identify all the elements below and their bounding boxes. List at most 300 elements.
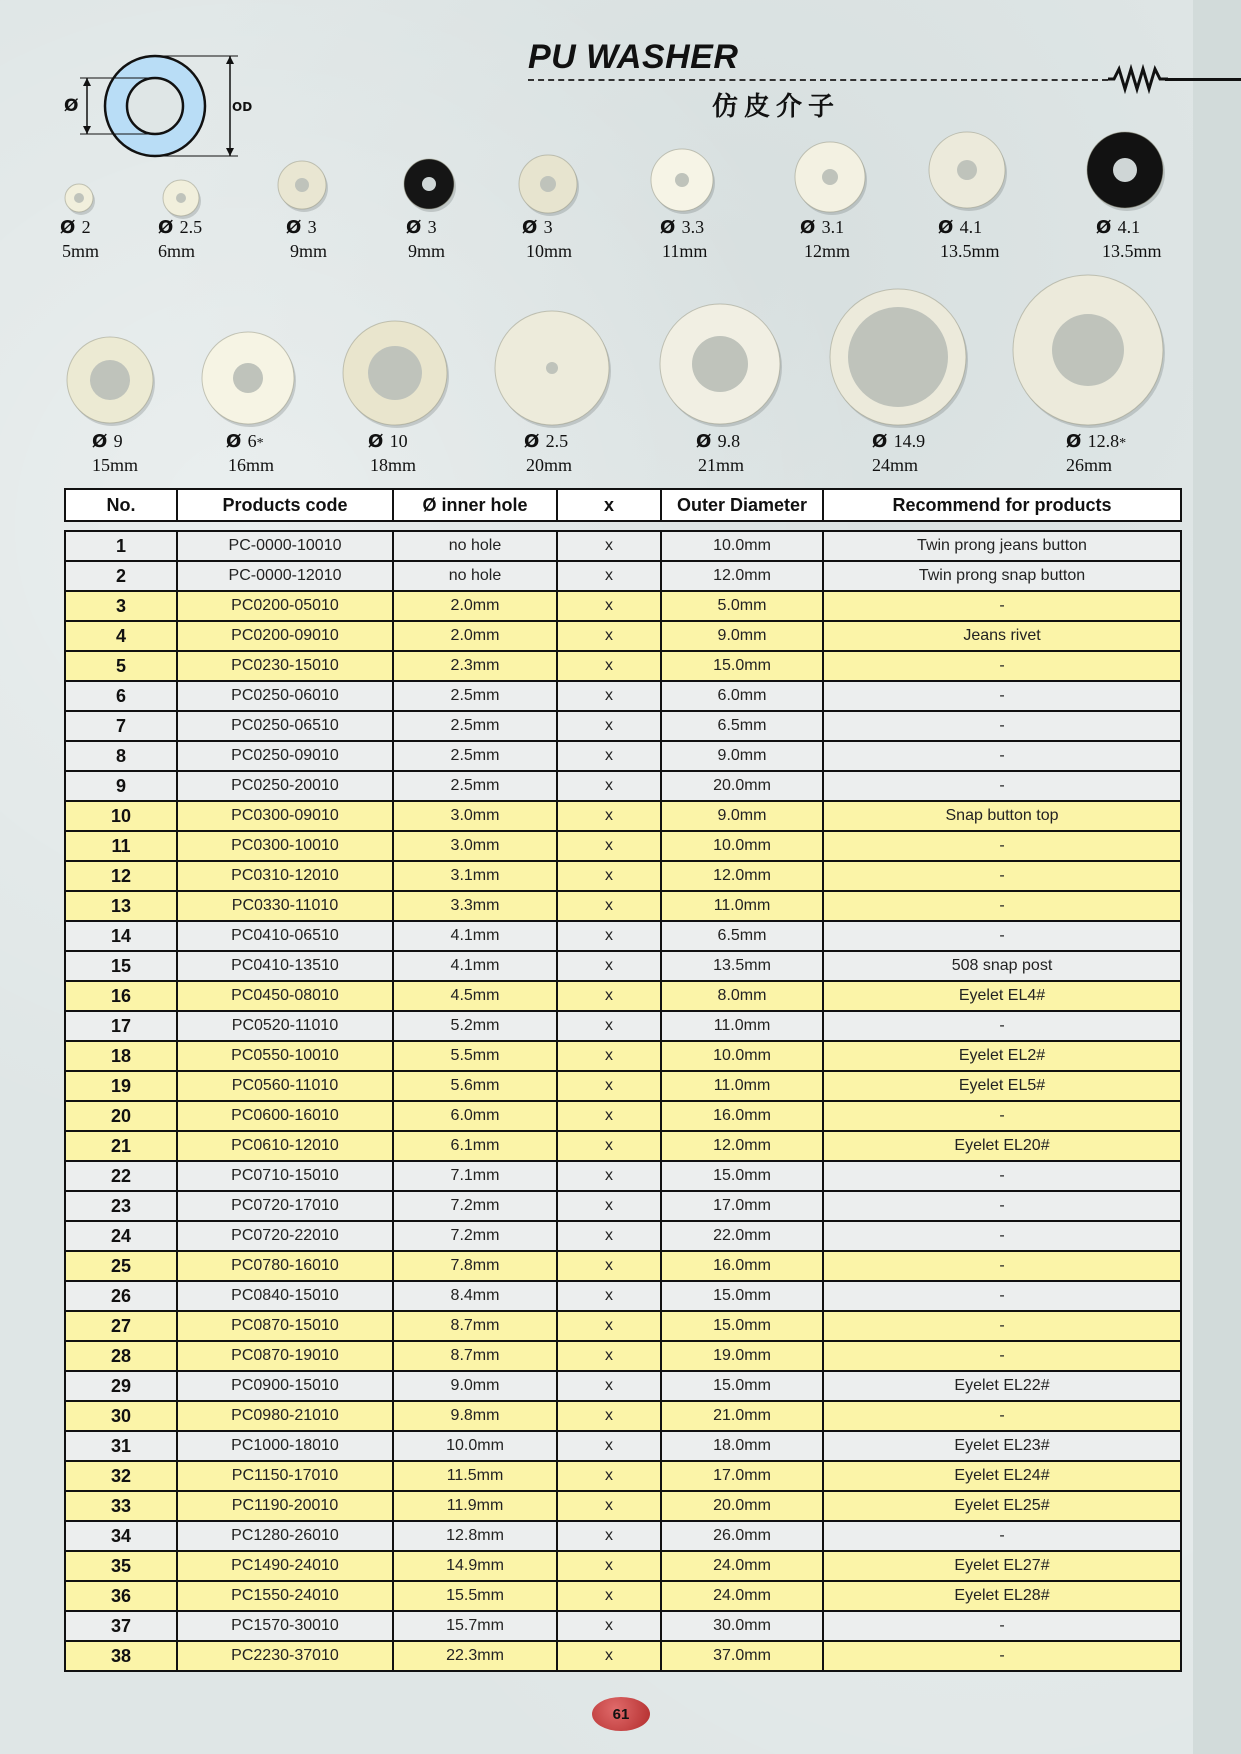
cell-outer-diameter: 9.0mm — [662, 802, 824, 830]
table-row — [66, 1252, 1180, 1282]
washer-sample — [1007, 269, 1169, 431]
washer-od-label: 21mm — [698, 455, 745, 475]
washer-sample — [1081, 126, 1169, 214]
cell-outer-diameter: 20.0mm — [662, 1492, 824, 1520]
cell-products-code: PC0600-16010 — [178, 1102, 394, 1130]
cell-no: 9 — [66, 772, 178, 800]
cell-products-code: PC0550-10010 — [178, 1042, 394, 1070]
cell-recommend: - — [999, 1197, 1005, 1214]
cell-no: 6 — [66, 682, 178, 710]
cell-no: 13 — [66, 892, 178, 920]
cell-no: 24 — [66, 1222, 178, 1250]
cell-outer-diameter: 15.0mm — [662, 1282, 824, 1310]
cell-products-code: PC-0000-12010 — [178, 562, 394, 590]
table-row — [66, 1102, 1180, 1132]
cell-x: x — [558, 712, 662, 740]
diagram-outer-label: OD — [232, 100, 253, 114]
cell-inner-hole: 3.3mm — [394, 892, 558, 920]
diameter-icon: Ø — [696, 431, 718, 452]
cell-recommend: Eyelet EL23# — [954, 1437, 1050, 1454]
cell-inner-hole: 14.9mm — [394, 1552, 558, 1580]
cell-outer-diameter: 11.0mm — [662, 1072, 824, 1100]
cell-recommend: - — [999, 1017, 1005, 1034]
cell-x: x — [558, 982, 662, 1010]
cell-no: 31 — [66, 1432, 178, 1460]
washer-sample — [513, 149, 583, 219]
cell-recommend: Jeans rivet — [963, 627, 1041, 644]
cell-no: 19 — [66, 1072, 178, 1100]
washer-dimension-diagram — [60, 46, 253, 166]
washer-od-label: 11mm — [662, 241, 708, 261]
cell-no: 20 — [66, 1102, 178, 1130]
cell-x: x — [558, 862, 662, 890]
diagram-inner-label: Ø — [64, 96, 79, 116]
cell-x: x — [558, 1312, 662, 1340]
washer-sample — [398, 153, 460, 215]
cell-x: x — [558, 832, 662, 860]
cell-recommend: - — [999, 1167, 1005, 1184]
cell-recommend: Eyelet EL4# — [958, 987, 1046, 1004]
cell-products-code: PC0980-21010 — [178, 1402, 394, 1430]
cell-inner-hole: 2.5mm — [394, 772, 558, 800]
cell-x: x — [558, 1462, 662, 1490]
washer-od-label: 24mm — [872, 455, 919, 475]
cell-recommend: - — [999, 1317, 1005, 1334]
table-row — [66, 652, 1180, 682]
cell-recommend: - — [999, 1647, 1005, 1664]
cell-inner-hole: 11.5mm — [394, 1462, 558, 1490]
cell-inner-hole: 7.8mm — [394, 1252, 558, 1280]
cell-inner-hole: 8.7mm — [394, 1312, 558, 1340]
cell-outer-diameter: 6.0mm — [662, 682, 824, 710]
cell-x: x — [558, 532, 662, 560]
washer-od-label: 20mm — [526, 455, 573, 475]
cell-x: x — [558, 1372, 662, 1400]
washer-od-label: 6mm — [158, 241, 196, 261]
cell-inner-hole: no hole — [394, 532, 558, 560]
washer-hole-value: 2.5 — [545, 431, 569, 451]
cell-inner-hole: 7.2mm — [394, 1192, 558, 1220]
cell-outer-diameter: 12.0mm — [662, 1132, 824, 1160]
cell-x: x — [558, 652, 662, 680]
cell-inner-hole: 8.7mm — [394, 1342, 558, 1370]
cell-outer-diameter: 17.0mm — [662, 1462, 824, 1490]
page-title: PU WASHER — [528, 38, 739, 76]
cell-recommend: - — [999, 1287, 1005, 1304]
washer-hole-value: 3 — [307, 217, 317, 237]
cell-x: x — [558, 772, 662, 800]
cell-products-code: PC2230-37010 — [178, 1642, 394, 1670]
cell-outer-diameter: 15.0mm — [662, 1312, 824, 1340]
washer-hole-label — [522, 216, 553, 239]
title-rule — [528, 79, 1108, 81]
cell-outer-diameter: 10.0mm — [662, 532, 824, 560]
cell-inner-hole: 5.5mm — [394, 1042, 558, 1070]
cell-no: 32 — [66, 1462, 178, 1490]
table-row — [66, 1042, 1180, 1072]
cell-inner-hole: 2.0mm — [394, 622, 558, 650]
table-row — [66, 802, 1180, 832]
washer-hole-label — [938, 216, 982, 239]
cell-inner-hole: 5.2mm — [394, 1012, 558, 1040]
cell-outer-diameter: 6.5mm — [662, 922, 824, 950]
header-outer-diameter: Outer Diameter — [662, 490, 824, 520]
diameter-icon: Ø — [286, 217, 308, 238]
cell-no: 35 — [66, 1552, 178, 1580]
cell-recommend: - — [999, 837, 1005, 854]
cell-no: 3 — [66, 592, 178, 620]
cell-inner-hole: 6.1mm — [394, 1132, 558, 1160]
cell-x: x — [558, 952, 662, 980]
cell-no: 29 — [66, 1372, 178, 1400]
cell-products-code: PC0200-05010 — [178, 592, 394, 620]
washer-hole-label — [800, 216, 844, 239]
table-row — [66, 1222, 1180, 1252]
cell-outer-diameter: 19.0mm — [662, 1342, 824, 1370]
cell-no: 33 — [66, 1492, 178, 1520]
cell-products-code: PC0250-09010 — [178, 742, 394, 770]
cell-products-code: PC0310-12010 — [178, 862, 394, 890]
cell-inner-hole: 15.5mm — [394, 1582, 558, 1610]
cell-x: x — [558, 682, 662, 710]
cell-no: 28 — [66, 1342, 178, 1370]
cell-recommend: - — [999, 777, 1005, 794]
cell-no: 1 — [66, 532, 178, 560]
cell-x: x — [558, 622, 662, 650]
table-row — [66, 592, 1180, 622]
cell-outer-diameter: 10.0mm — [662, 1042, 824, 1070]
cell-recommend: Eyelet EL2# — [958, 1047, 1046, 1064]
cell-recommend: - — [999, 597, 1005, 614]
table-row — [66, 532, 1180, 562]
diameter-icon: Ø — [60, 217, 82, 238]
diameter-icon: Ø — [92, 431, 114, 452]
washer-hole-value: 14.9 — [893, 431, 926, 451]
cell-no: 21 — [66, 1132, 178, 1160]
washer-hole-value: 2.5 — [179, 217, 203, 237]
cell-inner-hole: 6.0mm — [394, 1102, 558, 1130]
cell-no: 7 — [66, 712, 178, 740]
washer-od-label: 13.5mm — [1102, 241, 1162, 261]
diameter-icon: Ø — [524, 431, 546, 452]
washer-sample — [923, 126, 1011, 214]
cell-x: x — [558, 1432, 662, 1460]
washer-hole-value: 3.1 — [821, 217, 845, 237]
cell-inner-hole: 4.5mm — [394, 982, 558, 1010]
cell-no: 22 — [66, 1162, 178, 1190]
table-row — [66, 982, 1180, 1012]
cell-outer-diameter: 22.0mm — [662, 1222, 824, 1250]
cell-recommend: - — [999, 927, 1005, 944]
cell-products-code: PC0560-11010 — [178, 1072, 394, 1100]
washer-od-label: 26mm — [1066, 455, 1113, 475]
zigzag-decoration — [1108, 64, 1168, 94]
cell-inner-hole: 9.0mm — [394, 1372, 558, 1400]
cell-outer-diameter: 10.0mm — [662, 832, 824, 860]
cell-outer-diameter: 16.0mm — [662, 1252, 824, 1280]
cell-x: x — [558, 1642, 662, 1670]
table-row — [66, 1642, 1180, 1670]
table-row — [66, 622, 1180, 652]
table-row — [66, 832, 1180, 862]
cell-inner-hole: 2.3mm — [394, 652, 558, 680]
table-row — [66, 1012, 1180, 1042]
cell-inner-hole: 2.5mm — [394, 682, 558, 710]
cell-no: 25 — [66, 1252, 178, 1280]
cell-x: x — [558, 1222, 662, 1250]
cell-inner-hole: 8.4mm — [394, 1282, 558, 1310]
cell-products-code: PC1190-20010 — [178, 1492, 394, 1520]
cell-products-code: PC0720-22010 — [178, 1222, 394, 1250]
cell-x: x — [558, 592, 662, 620]
washer-hole-label — [696, 430, 740, 453]
washer-hole-value: 3 — [543, 217, 553, 237]
cell-inner-hole: 3.0mm — [394, 802, 558, 830]
cell-no: 30 — [66, 1402, 178, 1430]
cell-inner-hole: 3.0mm — [394, 832, 558, 860]
cell-inner-hole: 12.8mm — [394, 1522, 558, 1550]
washer-mark: * — [1119, 436, 1127, 451]
cell-no: 10 — [66, 802, 178, 830]
cell-outer-diameter: 15.0mm — [662, 1372, 824, 1400]
header-x: x — [558, 490, 662, 520]
washer-hole-value: 4.1 — [1117, 217, 1141, 237]
cell-products-code: PC0710-15010 — [178, 1162, 394, 1190]
washer-hole-label — [226, 430, 264, 455]
cell-inner-hole: 9.8mm — [394, 1402, 558, 1430]
cell-x: x — [558, 1102, 662, 1130]
cell-no: 36 — [66, 1582, 178, 1610]
header-recommend: Recommend for products — [892, 494, 1112, 515]
diameter-icon: Ø — [800, 217, 822, 238]
table-row — [66, 1492, 1180, 1522]
cell-outer-diameter: 11.0mm — [662, 1012, 824, 1040]
cell-inner-hole: 2.5mm — [394, 712, 558, 740]
table-row — [66, 1432, 1180, 1462]
washer-od-label: 13.5mm — [940, 241, 1000, 261]
cell-x: x — [558, 1402, 662, 1430]
washer-od-label: 5mm — [62, 241, 100, 261]
table-row — [66, 862, 1180, 892]
cell-inner-hole: 15.7mm — [394, 1612, 558, 1640]
cell-inner-hole: 2.5mm — [394, 742, 558, 770]
cell-no: 14 — [66, 922, 178, 950]
cell-products-code: PC1570-30010 — [178, 1612, 394, 1640]
table-row — [66, 742, 1180, 772]
cell-recommend: - — [999, 897, 1005, 914]
right-margin-strip — [1193, 0, 1241, 1754]
washer-hole-value: 2 — [81, 217, 91, 237]
cell-x: x — [558, 1552, 662, 1580]
cell-products-code: PC0200-09010 — [178, 622, 394, 650]
cell-x: x — [558, 562, 662, 590]
diameter-icon: Ø — [938, 217, 960, 238]
washer-sample — [645, 143, 719, 217]
table-row — [66, 1162, 1180, 1192]
cell-outer-diameter: 30.0mm — [662, 1612, 824, 1640]
cell-outer-diameter: 12.0mm — [662, 562, 824, 590]
cell-products-code: PC0410-06510 — [178, 922, 394, 950]
washer-hole-label — [660, 216, 704, 239]
cell-recommend: Eyelet EL22# — [954, 1377, 1050, 1394]
diameter-icon: Ø — [522, 217, 544, 238]
washer-sample — [824, 283, 972, 431]
cell-products-code: PC1550-24010 — [178, 1582, 394, 1610]
cell-inner-hole: 10.0mm — [394, 1432, 558, 1460]
diameter-icon: Ø — [368, 431, 390, 452]
cell-inner-hole: 4.1mm — [394, 952, 558, 980]
cell-x: x — [558, 1282, 662, 1310]
cell-no: 11 — [66, 832, 178, 860]
washer-hole-label — [92, 430, 123, 453]
header-inner-hole: Ø inner hole — [394, 490, 558, 520]
cell-x: x — [558, 922, 662, 950]
cell-x: x — [558, 1612, 662, 1640]
cell-recommend: Eyelet EL27# — [954, 1557, 1050, 1574]
table-header — [64, 488, 1182, 522]
cell-inner-hole: 7.1mm — [394, 1162, 558, 1190]
cell-inner-hole: 3.1mm — [394, 862, 558, 890]
cell-no: 4 — [66, 622, 178, 650]
cell-no: 34 — [66, 1522, 178, 1550]
table-row — [66, 922, 1180, 952]
cell-recommend: Twin prong jeans button — [917, 537, 1087, 554]
table-row — [66, 1282, 1180, 1312]
cell-recommend: 508 snap post — [951, 957, 1053, 974]
cell-outer-diameter: 24.0mm — [662, 1582, 824, 1610]
cell-products-code: PC1000-18010 — [178, 1432, 394, 1460]
cell-products-code: PC1280-26010 — [178, 1522, 394, 1550]
cell-inner-hole: 2.0mm — [394, 592, 558, 620]
table-row — [66, 1192, 1180, 1222]
cell-no: 15 — [66, 952, 178, 980]
washer-sample — [489, 305, 615, 431]
washer-sample — [337, 315, 453, 431]
table-row — [66, 1582, 1180, 1612]
diameter-icon: Ø — [158, 217, 180, 238]
cell-x: x — [558, 1582, 662, 1610]
washer-od-label: 12mm — [804, 241, 851, 261]
cell-no: 12 — [66, 862, 178, 890]
cell-outer-diameter: 11.0mm — [662, 892, 824, 920]
cell-outer-diameter: 26.0mm — [662, 1522, 824, 1550]
cell-recommend: - — [999, 687, 1005, 704]
cell-x: x — [558, 1132, 662, 1160]
washer-od-label: 16mm — [228, 455, 275, 475]
cell-no: 27 — [66, 1312, 178, 1340]
diameter-icon: Ø — [872, 431, 894, 452]
cell-x: x — [558, 1342, 662, 1370]
cell-no: 8 — [66, 742, 178, 770]
cell-recommend: - — [999, 1617, 1005, 1634]
washer-sample — [157, 174, 205, 222]
washer-sample — [272, 155, 332, 215]
cell-products-code: PC0300-09010 — [178, 802, 394, 830]
header-products-code: Products code — [178, 490, 394, 520]
cell-no: 38 — [66, 1642, 178, 1670]
diameter-icon: Ø — [1066, 431, 1088, 452]
cell-x: x — [558, 742, 662, 770]
header-no: No. — [66, 490, 178, 520]
table-row — [66, 892, 1180, 922]
cell-recommend: - — [999, 657, 1005, 674]
table-row — [66, 1312, 1180, 1342]
cell-x: x — [558, 1252, 662, 1280]
cell-outer-diameter: 21.0mm — [662, 1402, 824, 1430]
cell-no: 2 — [66, 562, 178, 590]
cell-products-code: PC0780-16010 — [178, 1252, 394, 1280]
cell-recommend: - — [999, 1227, 1005, 1244]
cell-outer-diameter: 16.0mm — [662, 1102, 824, 1130]
cell-recommend: - — [999, 1107, 1005, 1124]
cell-recommend: Eyelet EL5# — [958, 1077, 1046, 1094]
cell-recommend: Snap button top — [945, 807, 1059, 824]
cell-products-code: PC0450-08010 — [178, 982, 394, 1010]
product-table — [64, 530, 1182, 1672]
diameter-icon: Ø — [1096, 217, 1118, 238]
cell-inner-hole: 22.3mm — [394, 1642, 558, 1670]
washer-sample — [789, 136, 871, 218]
washer-hole-value: 9 — [113, 431, 123, 451]
cell-products-code: PC0250-06010 — [178, 682, 394, 710]
cell-outer-diameter: 13.5mm — [662, 952, 824, 980]
cell-outer-diameter: 20.0mm — [662, 772, 824, 800]
cell-inner-hole: 7.2mm — [394, 1222, 558, 1250]
table-row — [66, 772, 1180, 802]
table-row — [66, 1522, 1180, 1552]
cell-products-code: PC-0000-10010 — [178, 532, 394, 560]
cell-recommend: - — [999, 1347, 1005, 1364]
cell-products-code: PC0230-15010 — [178, 652, 394, 680]
cell-no: 23 — [66, 1192, 178, 1220]
washer-hole-label — [286, 216, 317, 239]
cell-outer-diameter: 6.5mm — [662, 712, 824, 740]
cell-x: x — [558, 1072, 662, 1100]
washer-hole-label — [406, 216, 437, 239]
diameter-icon: Ø — [406, 217, 428, 238]
cell-inner-hole: 5.6mm — [394, 1072, 558, 1100]
cell-recommend: Eyelet EL28# — [954, 1587, 1050, 1604]
table-row — [66, 682, 1180, 712]
washer-hole-value: 6 — [247, 431, 257, 451]
washer-sample — [654, 298, 786, 430]
diameter-icon: Ø — [226, 431, 248, 452]
washer-hole-value: 3.3 — [681, 217, 705, 237]
cell-products-code: PC1150-17010 — [178, 1462, 394, 1490]
table-row — [66, 1372, 1180, 1402]
washer-od-label: 18mm — [370, 455, 417, 475]
cell-products-code: PC0870-19010 — [178, 1342, 394, 1370]
washer-od-label: 9mm — [408, 241, 446, 261]
table-row — [66, 1462, 1180, 1492]
cell-products-code: PC0520-11010 — [178, 1012, 394, 1040]
cell-outer-diameter: 9.0mm — [662, 622, 824, 650]
cell-products-code: PC0410-13510 — [178, 952, 394, 980]
table-row — [66, 562, 1180, 592]
washer-hole-value: 4.1 — [959, 217, 983, 237]
table-row — [66, 1552, 1180, 1582]
cell-outer-diameter: 18.0mm — [662, 1432, 824, 1460]
washer-hole-label — [1096, 216, 1140, 239]
washer-hole-label — [872, 430, 925, 453]
cell-x: x — [558, 1042, 662, 1070]
cell-outer-diameter: 15.0mm — [662, 652, 824, 680]
title-rule-solid — [1165, 78, 1241, 81]
washer-hole-label — [60, 216, 91, 239]
page-number: 61 — [592, 1697, 650, 1731]
cell-inner-hole: no hole — [394, 562, 558, 590]
cell-x: x — [558, 892, 662, 920]
